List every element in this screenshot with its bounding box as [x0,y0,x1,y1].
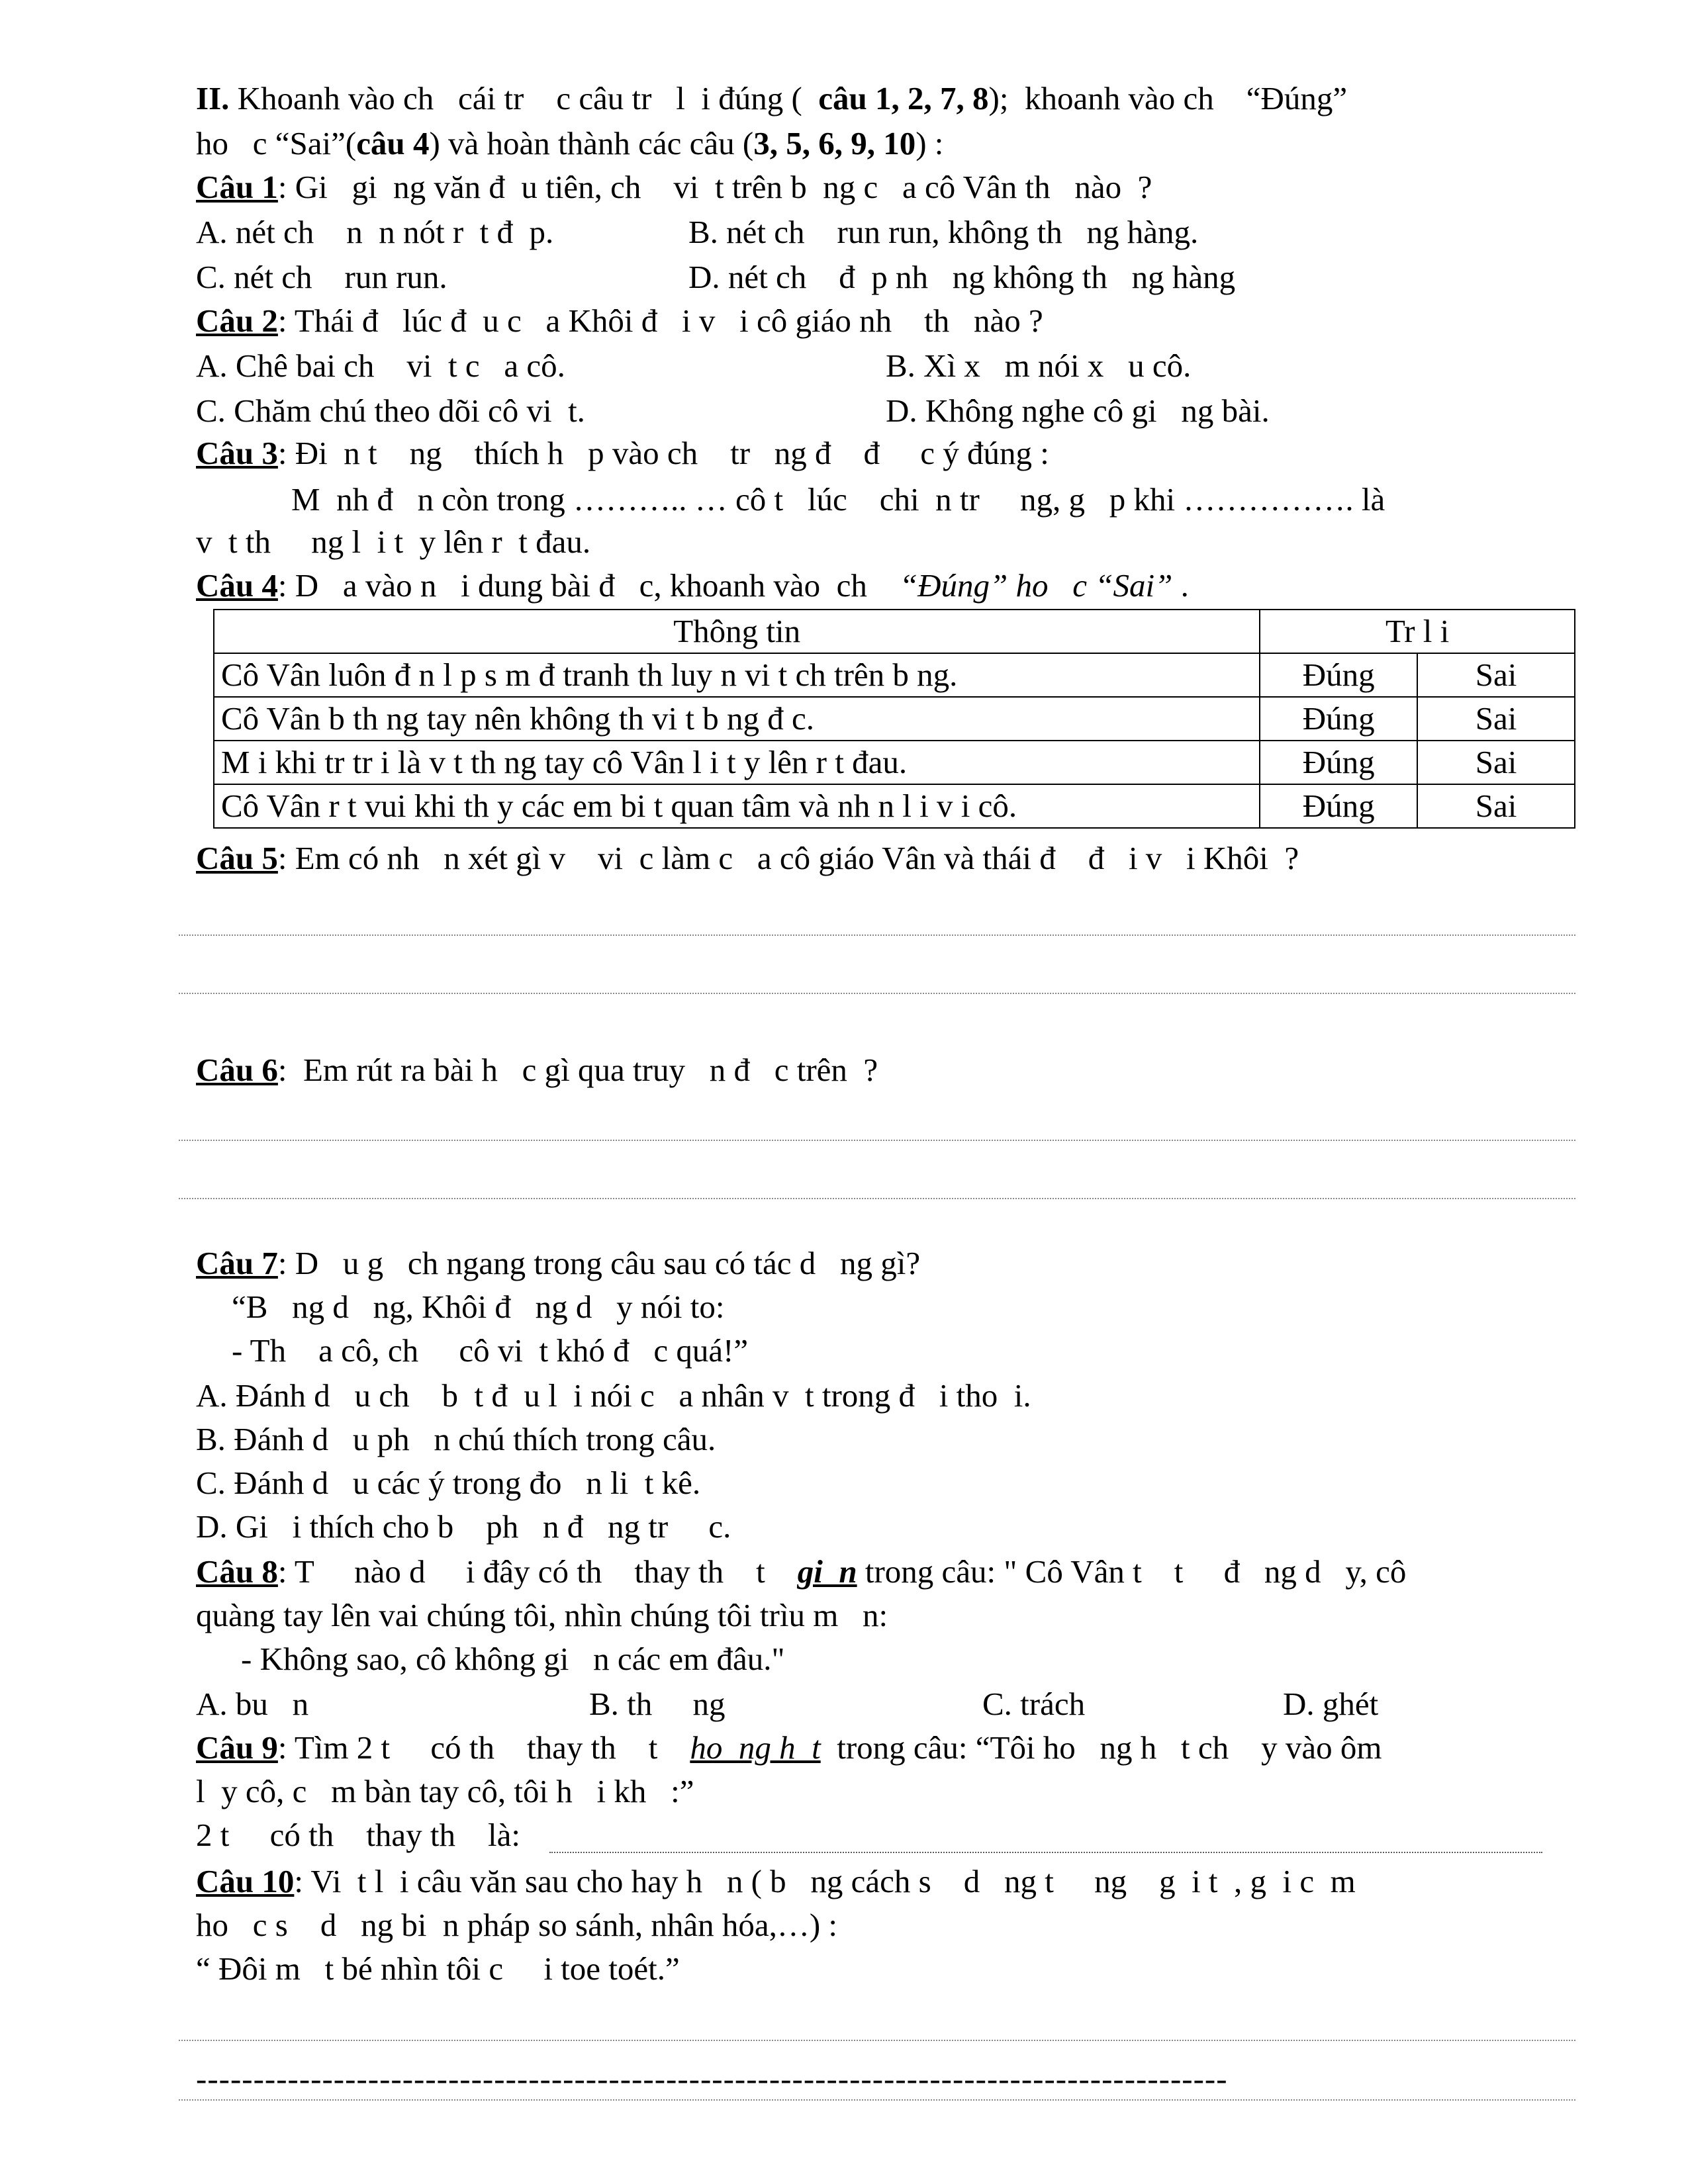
q8-line-2 [196,1596,888,1635]
q7-option-d[interactable] [196,1508,731,1546]
quote-text: - Th a cô, ch cô vi t khó đ c quá!” [232,1332,749,1369]
question-text: : Đi n t ng thích h p vào ch tr ng đ đ c ý đúng : [277,435,1049,471]
question-text: : Vi t l i câu văn sau cho hay h n ( b ng cách s d ng t ng g i t , g i c m [294,1863,1356,1899]
question-label: Câu 1 [196,169,278,205]
answer-line[interactable] [179,934,1575,936]
answer-true[interactable]: Đúng [1260,741,1417,784]
question-label: Câu 7 [196,1245,278,1281]
answer-line[interactable] [179,993,1575,994]
option-text: A. Đánh d u ch b t đ u l i nói c a nhân v t trong đ i tho i. [196,1377,1031,1414]
answer-false[interactable]: Sai [1417,741,1575,784]
table-row [214,784,1575,828]
option-text: C. Chăm chú theo dõi cô vi t. [196,392,585,429]
q8-option-a[interactable] [196,1685,308,1723]
q10-line-2 [196,1906,837,1944]
question-text: 2 t có th thay th là: [196,1817,520,1853]
answer-true[interactable]: Đúng [1260,784,1417,828]
question-label: Câu 4 [196,567,278,604]
option-text: D. Không nghe cô gi ng bài. [886,392,1270,429]
question-3 [196,434,1049,473]
instructions-text: Khoanh vào ch cái tr c câu tr l i đúng ( [229,80,819,116]
q10-line-3 [196,1950,680,1988]
instructions-bold-questions: 3, 5, 6, 9, 10 [753,125,916,161]
question-text-end: . [1172,567,1189,604]
question-text: : Em rút ra bài h c gì qua truy n đ c trên ? [277,1052,878,1088]
answer-true[interactable]: Đúng [1260,697,1417,741]
question-text: quàng tay lên vai chúng tôi, nhìn chúng tôi trìu m n: [196,1597,888,1633]
question-label: Câu 9 [196,1729,278,1766]
row-info: M i khi tr tr i là v t th ng tay cô Vân l i t y lên r t đau. [214,741,1260,784]
option-text: A. nét ch n n nót r t đ p. [196,214,554,250]
answer-false[interactable]: Sai [1417,784,1575,828]
instructions-bold-questions: câu 1, 2, 7, 8 [818,80,989,116]
question-text: - Không sao, cô không gi n các em đâu." [241,1641,785,1677]
option-text: D. nét ch đ p nh ng không th ng hàng [688,259,1236,295]
question-text: ho c s d ng bi n pháp so sánh, nhân hóa,…) : [196,1907,837,1943]
answer-false[interactable]: Sai [1417,697,1575,741]
option-text: A. bu n [196,1686,309,1722]
true-false-table [213,609,1575,829]
q8-line-3 [241,1640,785,1678]
q2-option-d[interactable] [886,392,1270,430]
q9-line-2 [196,1772,694,1811]
instructions-bold-question: câu 4 [356,125,430,161]
header-info: Thông tin [214,610,1260,653]
option-text: D. ghét [1283,1686,1379,1722]
q3-fill-line-2 [196,523,590,561]
answer-false[interactable]: Sai [1417,653,1575,697]
q8-option-b[interactable] [589,1685,726,1723]
q8-option-d[interactable] [1283,1685,1378,1723]
question-label: Câu 10 [196,1863,295,1899]
question-label: Câu 5 [196,840,278,876]
q3-fill-line[interactable] [291,480,1385,519]
answer-line[interactable] [179,1198,1575,1199]
question-text: : Thái đ lúc đ u c a Khôi đ i v i cô giáo nh th nào ? [277,302,1043,339]
instructions-text: ) và hoàn thành các câu ( [429,125,754,161]
answer-line[interactable] [179,1140,1575,1141]
option-text: B. Xì x m nói x u cô. [886,347,1192,384]
question-8 [196,1553,1406,1591]
q7-option-c[interactable] [196,1464,700,1502]
table-header-row [214,610,1575,653]
question-label: Câu 3 [196,435,278,471]
question-label: Câu 8 [196,1553,278,1590]
question-1 [196,168,1152,206]
q7-quote-1 [232,1288,725,1326]
instructions-text: ho c “Sai”( [196,125,357,161]
question-text: l y cô, c m bàn tay cô, tôi h i kh :” [196,1773,694,1809]
option-text: D. Gi i thích cho b ph n đ ng tr c. [196,1508,731,1545]
question-text: : Em có nh n xét gì v vi c làm c a cô giáo Vân và thái đ đ i v i Khôi ? [277,840,1299,876]
question-text: : T nào d i đây có th thay th t [277,1553,798,1590]
option-text: C. Đánh d u các ý trong đo n li t kê. [196,1465,701,1501]
table-row [214,741,1575,784]
question-5 [196,839,1299,878]
question-text: : D u g ch ngang trong câu sau có tác d ng gì? [277,1245,921,1281]
table-row [214,697,1575,741]
header-answer: Tr l i [1260,610,1575,653]
question-2 [196,302,1043,340]
q2-option-c[interactable] [196,392,585,430]
question-text: : D a vào n i dung bài đ c, khoanh vào ch [277,567,900,604]
q1-option-c[interactable] [196,258,447,296]
instructions-line-2 [196,124,943,163]
question-text: “ Đôi m t bé nhìn tôi c i toe toét.” [196,1950,680,1987]
q9-line-3 [196,1816,520,1854]
q2-option-b[interactable] [886,347,1191,385]
question-7 [196,1244,920,1283]
q7-quote-2 [232,1332,748,1370]
option-text: C. trách [982,1686,1086,1722]
question-10 [196,1862,1356,1901]
fill-in-text: M nh đ n còn trong ……….. … cô t lúc chi n tr ng, g p khi ……………. là [291,481,1385,518]
option-text: B. th ng [589,1686,726,1722]
question-text: trong câu: " Cô Vân t t đ ng d y, cô [857,1553,1407,1590]
instructions-text-end: ) : [915,125,944,161]
question-9 [196,1729,1382,1767]
q7-option-a[interactable] [196,1377,1031,1415]
option-text: B. Đánh d u ph n chú thích trong câu. [196,1421,716,1457]
q1-option-a[interactable] [196,213,553,251]
instructions-text-end: ); khoanh vào ch “Đúng” [988,80,1348,116]
q7-option-b[interactable] [196,1420,716,1459]
target-word: ho ng h t [690,1729,821,1766]
answer-line[interactable] [179,2099,1575,2101]
question-label: Câu 2 [196,302,278,339]
question-text: trong câu: “Tôi ho ng h t ch y vào ôm [820,1729,1382,1766]
row-info: Cô Vân r t vui khi th y các em bi t quan tâm và nh n l i v i cô. [214,784,1260,828]
quote-text: “B ng d ng, Khôi đ ng d y nói to: [232,1289,725,1325]
question-text-italic: “Đúng” ho c “Sai” [899,567,1173,604]
answer-line[interactable] [179,2040,1575,2041]
question-text: : Tìm 2 t có th thay th t [277,1729,690,1766]
section-number: II. [196,80,230,116]
question-4 [196,567,1189,605]
q1-option-d[interactable] [688,258,1235,296]
instructions-line-1 [196,79,1347,118]
fill-in-text: v t th ng l i t y lên r t đau. [196,523,591,560]
q9-answer-line[interactable] [549,1852,1542,1853]
target-word: gi n [797,1553,857,1590]
question-6 [196,1051,878,1089]
question-label: Câu 6 [196,1052,278,1088]
option-text: C. nét ch run run. [196,259,447,295]
q8-option-c[interactable] [982,1685,1085,1723]
option-text: B. nét ch run run, không th ng hàng. [688,214,1199,250]
row-info: Cô Vân b th ng tay nên không th vi t b ng đ c. [214,697,1260,741]
q2-option-a[interactable] [196,347,565,385]
option-text: A. Chê bai ch vi t c a cô. [196,347,565,384]
answer-true[interactable]: Đúng [1260,653,1417,697]
question-text: : Gi gi ng văn đ u tiên, ch vi t trên b ng c a cô Vân th nào ? [277,169,1152,205]
row-info: Cô Vân luôn đ n l p s m đ tranh th luy n vi t ch trên b ng. [214,653,1260,697]
q1-option-b[interactable] [688,213,1198,251]
dashed-answer-line[interactable]: ------------------------------------------------------------------------------------------ [196,2060,1228,2097]
table-row [214,653,1575,697]
